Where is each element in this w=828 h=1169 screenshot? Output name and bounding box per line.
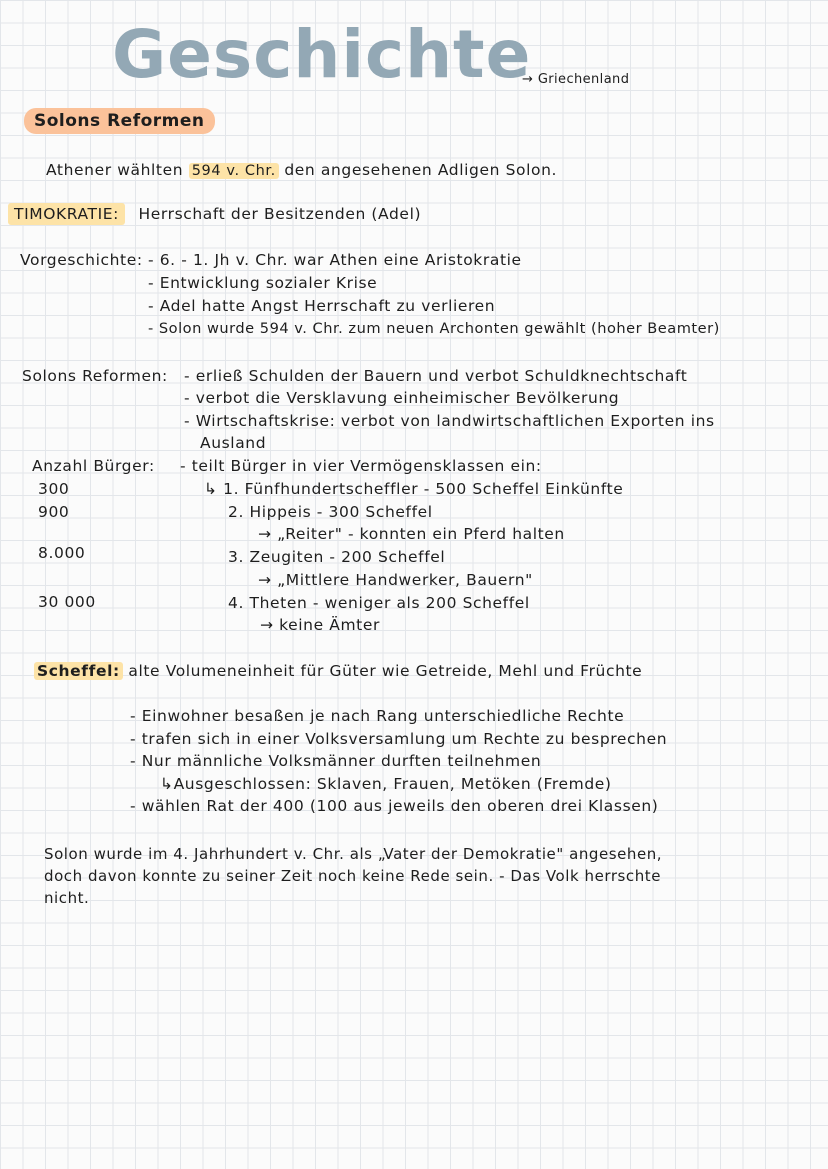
klasse-line: → „Reiter" - konnten ein Pferd halten: [258, 525, 565, 543]
vorgeschichte-item: - 6. - 1. Jh v. Chr. war Athen eine Aristokratie: [148, 251, 522, 269]
rechte-item: - Einwohner besaßen je nach Rang unterschiedliche Rechte: [130, 707, 625, 725]
reformen-label: Solons Reformen:: [22, 367, 168, 385]
klasse-line: → keine Ämter: [260, 616, 380, 634]
klasse-line: → „Mittlere Handwerker, Bauern": [258, 571, 533, 589]
klasse-line: ↳ 1. Fünfhundertscheffler - 500 Scheffel Einkünfte: [204, 480, 624, 498]
intro-line: [46, 161, 557, 179]
rechte-item: ↳Ausgeschlossen: Sklaven, Frauen, Metöken (Fremde): [160, 775, 612, 793]
fazit-line: doch davon konnte zu seiner Zeit noch keine Rede sein. - Das Volk herrschte: [44, 867, 661, 885]
page-subtitle: → Griechenland: [522, 72, 630, 87]
reformen-item: Ausland: [200, 434, 267, 452]
section-heading-label: Solons Reformen: [24, 108, 215, 134]
rechte-item: - Nur männliche Volksmänner durften teilnehmen: [130, 752, 542, 770]
section-heading: [24, 111, 215, 131]
page-title: Geschichte: [112, 16, 532, 93]
klasse-line: 2. Hippeis - 300 Scheffel: [228, 503, 433, 521]
buerger-count: 900: [38, 503, 70, 521]
buerger-count: 8.000: [38, 544, 86, 562]
fazit-line: nicht.: [44, 889, 90, 907]
timokratie-definition: Herrschaft der Besitzenden (Adel): [138, 205, 422, 223]
klasse-line: 4. Theten - weniger als 200 Scheffel: [228, 594, 530, 612]
rechte-item: - wählen Rat der 400 (100 aus jeweils den oberen drei Klassen): [130, 797, 659, 815]
reformen-item: - verbot die Versklavung einheimischer Bevölkerung: [184, 389, 620, 407]
scheffel-definition: alte Volumeneinheit für Güter wie Getreide, Mehl und Früchte: [128, 662, 643, 680]
fazit-line: Solon wurde im 4. Jahrhundert v. Chr. als „Vater der Demokratie" angesehen,: [44, 845, 663, 863]
vorgeschichte-label: Vorgeschichte:: [20, 251, 143, 269]
reformen-item: - Wirtschaftskrise: verbot von landwirtschaftlichen Exporten ins: [184, 412, 715, 430]
intro-year: 594 v. Chr.: [189, 163, 279, 179]
intro-post: den angesehenen Adligen Solon.: [284, 161, 558, 179]
intro-pre: Athener wählten: [46, 161, 184, 179]
buerger-label: Anzahl Bürger:: [32, 457, 155, 475]
buerger-count: 30 000: [38, 593, 96, 611]
scheffel-line: [34, 662, 642, 680]
timokratie-term: TIMOKRATIE:: [8, 203, 125, 225]
vorgeschichte-item: - Adel hatte Angst Herrschaft zu verlieren: [148, 297, 496, 315]
reformen-item: - teilt Bürger in vier Vermögensklassen ein:: [180, 457, 542, 475]
buerger-count: 300: [38, 480, 70, 498]
reformen-item: - erließ Schulden der Bauern und verbot Schuldknechtschaft: [184, 367, 688, 385]
rechte-item: - trafen sich in einer Volksversamlung um Rechte zu besprechen: [130, 730, 668, 748]
vorgeschichte-item: - Entwicklung sozialer Krise: [148, 274, 378, 292]
vorgeschichte-item: - Solon wurde 594 v. Chr. zum neuen Archonten gewählt (hoher Beamter): [148, 320, 720, 337]
timokratie-line: [8, 205, 421, 223]
klasse-line: 3. Zeugiten - 200 Scheffel: [228, 548, 446, 566]
scheffel-term: Scheffel:: [34, 662, 123, 680]
